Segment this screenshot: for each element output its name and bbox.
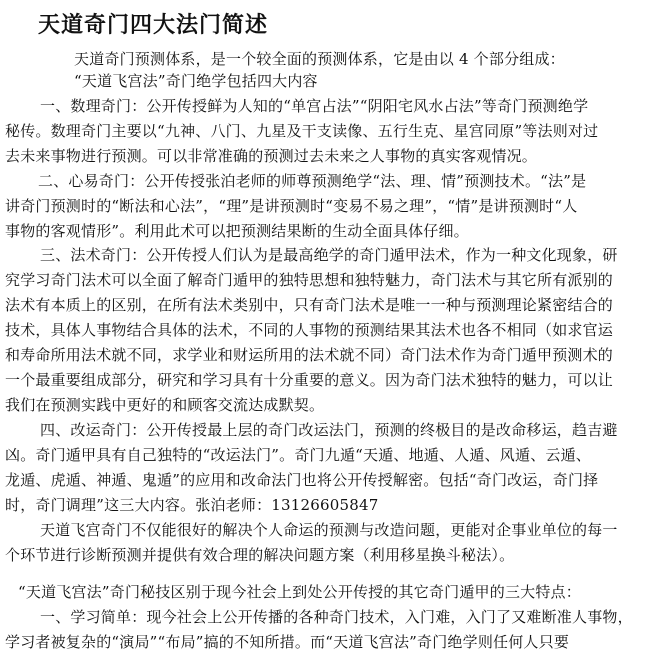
text-line: 凶。奇门遁甲具有自己独特的“改运法门”。奇门九遁“天遁、地遁、人遁、风遁、云遁、 bbox=[5, 446, 592, 464]
text-line-contact: 时，奇门调理”这三大内容。张泊老师：13126605847 bbox=[5, 496, 379, 514]
document-title: 天道奇门四大法门简述 bbox=[38, 12, 269, 38]
text-line: 个环节进行诊断预测并提供有效合理的解决问题方案（利用移星换斗秘法）。 bbox=[5, 546, 515, 564]
text-line-feature-1: 一、学习简单：现今社会上公开传播的各种奇门技术，入门难，入门了又难断准人事物， bbox=[40, 608, 633, 626]
text-line: 事物的客观情形”。利用此术可以把预测结果断的生动全面具体仔细。 bbox=[5, 222, 469, 240]
text-line-section-3: 三、法术奇门：公开传授人们认为是最高绝学的奇门遁甲法术，作为一种文化现象，研 bbox=[40, 246, 618, 264]
text-line-subtitle: “天道飞宫法”奇门绝学包括四大内容 bbox=[74, 72, 318, 90]
text-line: 学习者被复杂的“演局”“布局”搞的不知所措。而“天道飞宫法”奇门绝学则任何人只要 bbox=[5, 633, 570, 651]
text-line-section-4: 四、改运奇门：公开传授最上层的奇门改运法门，预测的终极目的是改命移运，趋吉避 bbox=[40, 421, 618, 439]
text-line: 去未来事物进行预测。可以非常准确的预测过去未来之人事物的真实客观情况。 bbox=[5, 147, 538, 165]
text-line: 和寿命所用法术就不同，求学业和财运所用的法术就不同）奇门法术作为奇门遁甲预测术的 bbox=[5, 346, 614, 364]
text-line: 讲奇门预测时的“断法和心法”，“理”是讲预测时“变易不易之理”，“情”是讲预测时“人 bbox=[5, 197, 578, 215]
text-line-section-1: 一、数理奇门：公开传授鲜为人知的“单宫占法”“阴阳宅风水占法”等奇门预测绝学 bbox=[40, 97, 589, 115]
text-line-features-heading: “天道飞宫法”奇门秘技区别于现今社会上到处公开传授的其它奇门遁甲的三大特点： bbox=[18, 583, 581, 601]
text-line: 技术，具体人事物结合具体的法术，不同的人事物的预测结果其法术也各不相同（如求官运 bbox=[5, 321, 614, 339]
text-line: 究学习奇门法术可以全面了解奇门遁甲的独特思想和独特魅力，奇门法术与其它所有派别的 bbox=[5, 271, 614, 289]
text-line: 一个最重要组成部分，研究和学习具有十分重要的意义。因为奇门法术独特的魅力，可以让 bbox=[5, 371, 614, 389]
text-line-intro: 天道奇门预测体系，是一个较全面的预测体系，它是由以 4 个部分组成： bbox=[74, 50, 565, 68]
text-line-section-2: 二、心易奇门：公开传授张泊老师的师尊预测绝学“法、理、情”预测技术。“法”是 bbox=[38, 172, 587, 190]
text-line: 法术有本质上的区别，在所有法术类别中，只有奇门法术是唯一一种与预测理论紧密结合的 bbox=[5, 296, 614, 314]
text-line: 我们在预测实践中更好的和顾客交流达成默契。 bbox=[5, 396, 325, 414]
text-line: 龙遁、虎遁、神遁、鬼遁”的应用和改命法门也将公开传授解密。包括“奇门改运，奇门择 bbox=[5, 471, 599, 489]
text-line-summary: 天道飞宫奇门不仅能很好的解决个人命运的预测与改造问题，更能对企事业单位的每一 bbox=[40, 521, 618, 539]
text-line: 秘传。数理奇门主要以“九神、八门、九星及干支读像、五行生克、星宫同原”等法则对过 bbox=[5, 122, 599, 140]
